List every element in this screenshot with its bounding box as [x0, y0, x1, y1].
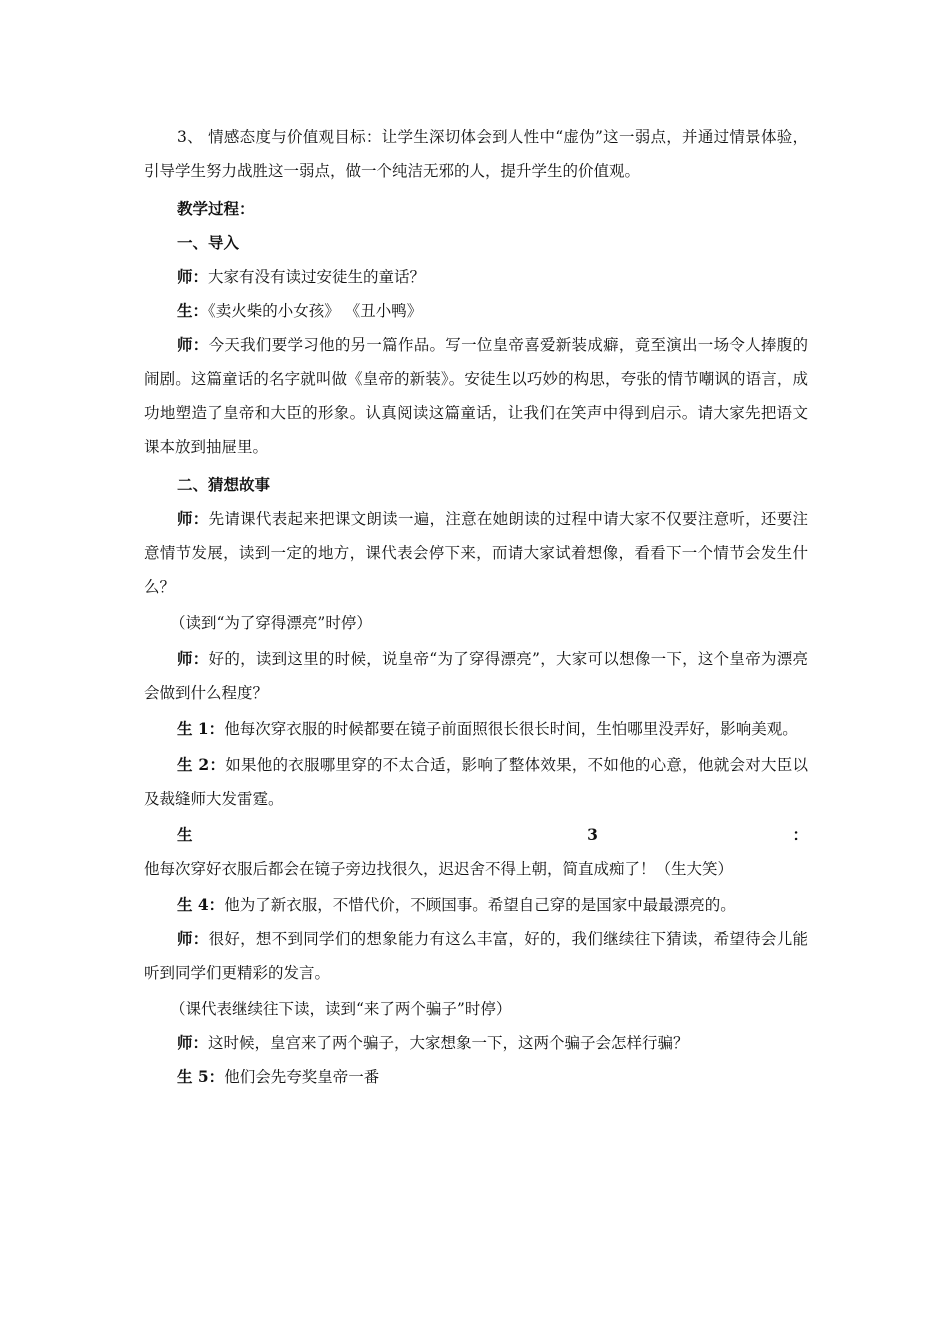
- speaker-label: 师：: [177, 267, 209, 286]
- heading-introduction: [144, 226, 808, 260]
- dialogue-text: 他每次穿衣服的时候都要在镜子前面照很长很长时间，生怕哪里没弄好，影响美观。: [224, 720, 798, 738]
- paragraph-text: 3、 情感态度与价值观目标：让学生深切体会到人性中“虚伪”这一弱点，并通过情景体验，引导学生努力战胜这一弱点，做一个纯洁无邪的人，提升学生的价值观。: [144, 128, 808, 180]
- document-body: [144, 120, 808, 1094]
- speaker-label: 生 5：: [177, 1067, 225, 1086]
- dialogue-line: [144, 294, 808, 328]
- heading-guess-story: [144, 468, 808, 502]
- dialogue-line: [144, 922, 808, 990]
- heading-teaching-process: [144, 192, 808, 226]
- speaker-label: 师：: [177, 649, 209, 668]
- dialogue-text: 这时候，皇宫来了两个骗子，大家想象一下，这两个骗子会怎样行骗？: [208, 1034, 689, 1052]
- dialogue-line: [144, 888, 808, 922]
- speaker-label: 生 3：: [177, 825, 808, 844]
- stage-direction-text: （课代表继续往下读，读到“来了两个骗子”时停）: [170, 1000, 512, 1018]
- speaker-label: 生 4：: [177, 895, 225, 914]
- section-heading: 一、导入: [177, 233, 240, 252]
- speaker-label: 师：: [177, 1033, 209, 1052]
- dialogue-line: [144, 1026, 808, 1060]
- dialogue-text: 如果他的衣服哪里穿的不太合适，影响了整体效果，不如他的心意，他就会对大臣以及裁缝师大发雷霆。: [144, 756, 808, 808]
- dialogue-line: [144, 818, 808, 886]
- dialogue-text: 好的，读到这里的时候，说皇帝“为了穿得漂亮”，大家可以想像一下，这个皇帝为漂亮会做到什么程度？: [144, 650, 808, 702]
- speaker-label: 生 2：: [177, 755, 226, 774]
- dialogue-line: [144, 328, 808, 464]
- dialogue-line: [144, 260, 808, 294]
- dialogue-line: [144, 748, 808, 816]
- dialogue-line: [144, 712, 808, 746]
- section-heading: 二、猜想故事: [177, 475, 271, 494]
- dialogue-line: [144, 642, 808, 710]
- speaker-label: 师：: [177, 929, 209, 948]
- dialogue-text: 他每次穿好衣服后都会在镜子旁边找很久，迟迟舍不得上朝，简直成痴了！（生大笑）: [144, 860, 734, 878]
- paragraph-objective-3: [144, 120, 808, 188]
- stage-direction-text: （读到“为了穿得漂亮”时停）: [170, 614, 372, 632]
- dialogue-text: 他们会先夸奖皇帝一番: [224, 1068, 380, 1086]
- dialogue-text: 大家有没有读过安徒生的童话？: [208, 268, 426, 286]
- dialogue-text: 先请课代表起来把课文朗读一遍，注意在她朗读的过程中请大家不仅要注意听，还要注意情节发展，读到一定的地方，课代表会停下来，而请大家试着想像，看看下一个情节会发生什么？: [144, 510, 808, 596]
- stage-direction: [144, 606, 808, 640]
- speaker-label: 生：: [177, 301, 209, 320]
- dialogue-text: 《卖火柴的小女孩》 《丑小鸭》: [208, 302, 423, 320]
- speaker-label: 生 1：: [177, 719, 225, 738]
- dialogue-text: 他为了新衣服，不惜代价，不顾国事。希望自己穿的是国家中最最漂亮的。: [224, 896, 736, 914]
- dialogue-text: 今天我们要学习他的另一篇作品。写一位皇帝喜爱新装成癖，竟至演出一场令人捧腹的闹剧。这篇童话的名字就叫做《皇帝的新装》。安徒生以巧妙的构思，夸张的情节嘲讽的语言，成功地塑造了皇帝和大臣的形象。认真阅读这篇童话，让我们在笑声中得到启示。请大家先把语文课本放到抽屉里。: [144, 336, 808, 456]
- stage-direction: [144, 992, 808, 1026]
- speaker-label: 师：: [177, 509, 209, 528]
- section-heading: 教学过程：: [177, 199, 255, 218]
- speaker-label: 师：: [177, 335, 209, 354]
- dialogue-line: [144, 1060, 808, 1094]
- dialogue-text: 很好，想不到同学们的想象能力有这么丰富，好的，我们继续往下猜读，希望待会儿能听到同学们更精彩的发言。: [144, 930, 808, 982]
- dialogue-line: [144, 502, 808, 604]
